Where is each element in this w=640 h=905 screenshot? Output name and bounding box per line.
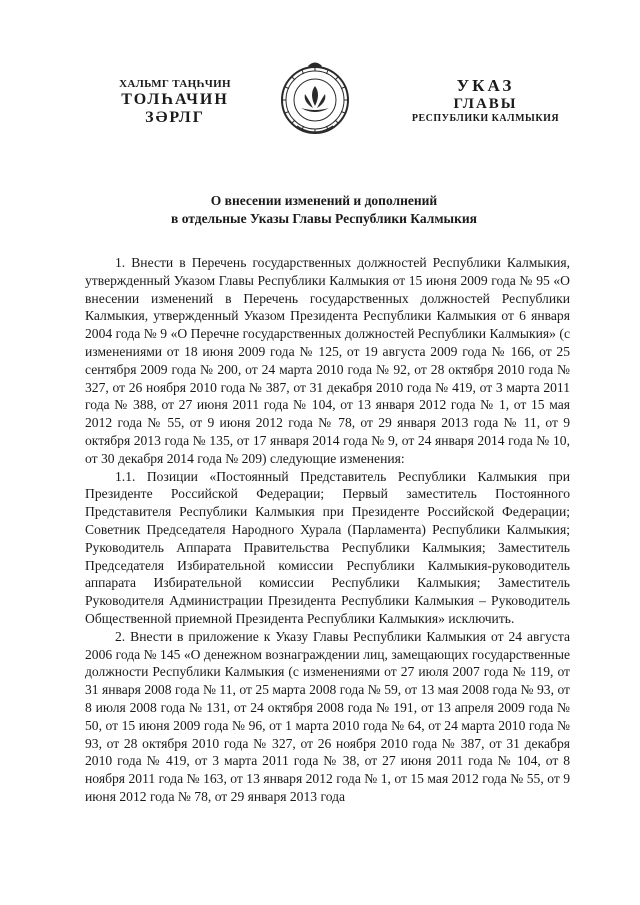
paragraph-1: 1. Внести в Перечень государственных должностей Республики Калмыкия, утвержденный Указом Главы Республики Калмыкия от 15 июня 2009 года № 95 «О внесении изменений в Перечень государственных должностей Республики Калмыкия, утвержденный Указом Президента Республики Калмыкия от 6 января 2004 года № 9 «О Перечне государственных должностей Республики Калмыкия» (с изменениями от 18 июня 2009 года № 125, от 19 августа 2009 года № 166, от 25 сентября 2009 года № 200, от 24 марта 2010 года № 92, от 28 октября 2010 года № 327, от 26 ноября 2010 года № 387, от 31 декабря 2010 года № 419, от 3 марта 2011 года № 388, от 27 июня 2011 года № 104, от 13 января 2012 года № 1, от 15 мая 2012 года № 55, от 9 июня 2012 года № 78, от 29 января 2013 года № 11, от 9 октября 2013 года № 135, от 17 января 2014 года № 9, от 24 января 2014 года № 10, от 30 декабря 2014 года № 209) следующие изменения: [85,255,570,466]
header-left-block [100,78,250,127]
header-right-block [398,76,573,124]
coat-of-arms-emblem-icon [275,58,355,138]
document-title-line2: в отдельные Указы Главы Республики Калмыкия [171,210,477,226]
header-left-line2: ТОЛҺАЧИН [121,90,229,108]
paragraph-1-1: 1.1. Позиции «Постоянный Представитель Республики Калмыкия при Президенте Российской Федерации; Первый заместитель Постоянного Представителя Республики Калмыкия при Президенте Российской Федерации; Советник Председателя Народного Хурала (Парламента) Республики Калмыкия; Руководитель Аппарата Правительства Республики Калмыкия; Заместитель Председателя Избирательной комиссии Республики Калмыкия-руководитель аппарата Избирательной комиссии Республики Калмыкия; Заместитель Руководителя Администрации Президента Республики Калмыкия – Руководитель Общественной приемной Президента Республики Калмыкия» исключить. [85,468,570,626]
document-body [85,254,570,806]
header-left-line3: ЗӘРЛГ [145,109,205,127]
document-title [100,192,548,227]
header-left-line1: ХАЛЬМГ ТАҢҺЧИН [119,78,231,90]
header-right-line1: УКАЗ [456,76,515,95]
document-header [0,50,640,145]
header-right-line3: РЕСПУБЛИКИ КАЛМЫКИЯ [411,112,560,124]
document-title-line1: О внесении изменений и дополнений [210,193,438,208]
paragraph-2: 2. Внести в приложение к Указу Главы Республики Калмыкия от 24 августа 2006 года № 145 «О денежном вознаграждении лиц, замещающих государственные должности Республики Калмыкия (с изменениями от 27 июля 2007 года № 119, от 31 января 2008 года № 11, от 25 марта 2008 года № 59, от 13 мая 2008 года № 93, от 8 июля 2008 года № 131, от 24 октября 2008 года № 191, от 13 апреля 2009 года № 50, от 15 июня 2009 года № 96, от 1 марта 2010 года № 64, от 24 марта 2010 года № 93, от 28 октября 2010 года № 327, от 26 ноября 2010 года № 387, от 31 декабря 2010 года № 419, от 3 марта 2011 года № 38, от 27 июня 2011 года № 104, от 8 ноября 2011 года № 163, от 13 января 2012 года № 1, от 15 мая 2012 года № 55, от 9 июня 2012 года № 78, от 29 января 2013 года [85,628,570,804]
header-right-line2: ГЛАВЫ [453,95,518,112]
